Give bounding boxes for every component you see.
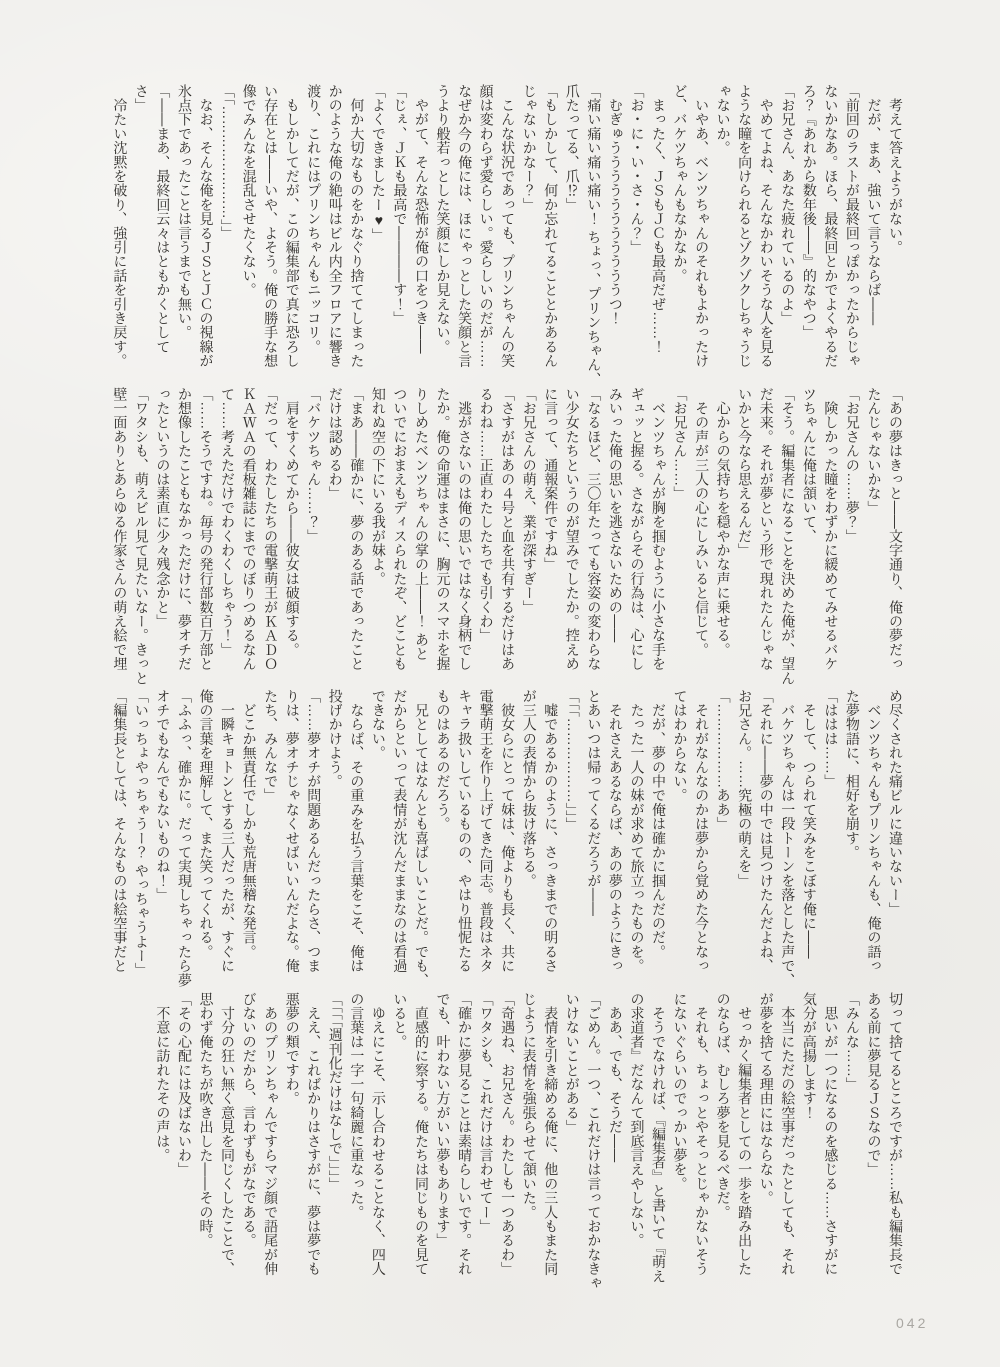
text-line: 「その心配には及ばないわ」 [176,992,193,1177]
text-line: いると。 [392,992,409,1049]
text-line: びないのだから、言わずもがなである。 [241,992,258,1248]
text-line: ろ？『あれから数年後――』的なやつ」 [801,84,818,340]
text-line: 「奇遇ね、お兄さん。わたしも一つあるわ」 [500,992,517,1276]
text-line: どこか無責任でしかも荒唐無稽な発言。 [241,689,258,959]
text-line: かのような俺の絶叫はビル内全フロアに響き [327,84,344,368]
text-line: 不意に訪れたその声は。 [155,992,172,1163]
text-line: ゆえにこそ、示し合わせることなく、四人 [370,992,387,1276]
text-line: 「………………ああ」 [715,689,732,831]
text-line: 「「「………………」」」 [564,689,581,832]
text-line: たった一人の妹が求めて旅立ったものを。 [629,689,646,973]
text-line: こんな状況であっても、プリンちゃんの笑 [500,84,517,368]
text-line: 知れぬ空の下にいる我が妹よ。 [370,387,387,586]
text-line: 寸分の狂い無く意見を同じくしたことで、 [220,992,237,1276]
text-line: だ未来。それが夢という形で現れたんじゃな [758,387,775,671]
text-line: の言葉は一字一句綺麗に重なった。 [349,992,366,1220]
text-line: 「確かに夢見ることは素晴らしいです。それ [457,992,474,1276]
text-line: だが、夢の中で俺は確かに掴んだのだ。 [650,689,667,959]
text-line: 「――まあ、最終回云々はともかくとして [155,84,172,354]
text-line: 「お・に・い・さ・ん？」 [629,84,646,255]
text-line: なお、そんな俺を見るＪＳとＪＣの視線が [198,84,215,368]
text-line: その声が三人の心にしみいると信じて。 [694,387,711,657]
text-band-2 [109,387,906,690]
text-line: 心からの気持ちを穏やかな声に乗せる。 [715,387,732,657]
text-line: りは、夢オチじゃなくせばいいんだよな。俺 [284,689,301,973]
text-line: 「みんな……」 [844,992,861,1092]
text-line: もしかしてだが、この編集部で真に恐ろし [284,84,301,368]
text-line: た夢物語に、相好を崩す。 [844,689,861,860]
text-line: なぜか今の俺には、ほにゃっとした笑顔と言 [457,84,474,368]
text-line: 「じぇ、ＪＫも最高で――――す！」 [392,84,409,326]
text-line: 「まあ――確かに、夢のある話であったこと [349,387,366,671]
text-line: のならば、むしろ夢を見るべきだ。 [715,992,732,1220]
text-band-1 [109,84,906,387]
text-line: 「痛い痛い痛い痛い！ ちょっ、プリンちゃん、 [586,84,603,387]
text-line: 「よくできましたー♥」 [370,84,387,243]
text-line: そうでなければ、『編集者』と書いて『萌え [650,992,667,1284]
text-line: ええ、こればかりはさすがに、夢は夢でも [306,992,323,1276]
text-line: 「編集長としては、そんなものは絵空事だと [112,689,129,973]
text-line: 「バケツちゃん……？」 [306,387,323,544]
text-band-3 [109,689,906,992]
text-line: ある前に夢見るＪＳなので」 [866,992,883,1177]
text-line: お兄さん。……究極の萌えを」 [737,689,754,888]
text-line: が三人の表情から抜け落ちる。 [521,689,538,888]
text-line: まったく、ＪＳもＪＣも最高だぜ……！ [650,84,667,354]
text-line: 氷点下であったことは言うまでも無い。 [176,84,193,340]
text-line: りしめたベンツちゃんの掌の上――！ あと [413,387,430,661]
text-line: 兄としてはなんとも喜ばしいことだ。でも、 [413,689,430,988]
text-line: だが、まあ、強いて言うならば―― [866,84,883,326]
text-line: それがなんなのかは夢から覚めた今となっ [694,689,711,973]
text-line: ＫＡＷＡの看板雑誌にまでのぼりつめるなん [241,387,258,671]
text-line: 「お兄さん……」 [672,387,689,501]
text-line: ったというのは素直に少々残念かと」 [155,387,172,629]
text-line: 電撃萌王を作り上げてきた同志。普段はネタ [478,689,495,973]
text-line: 「いっちょやっちゃうー？ やっちゃうよー」 [133,689,150,978]
text-line: キャラ扱いしているものの、やはり忸怩たる [457,689,474,973]
text-line: ベンツちゃんもプリンちゃんも、俺の語っ [866,689,883,973]
text-line: 投げかけよう。 [327,689,344,789]
text-line: ベンツちゃんが胸を掴むように小さな手を [650,387,667,671]
text-line: に言って、通報案件ですね」 [543,387,560,572]
text-line: さ」 [133,84,150,113]
text-line: 何か大切なものをかなぐり捨ててしまった [349,84,366,368]
text-line: 冷たい沈黙を破り、強引に話を引き戻す。 [112,84,129,368]
text-line: 「もしかして、何か忘れてることとかあるん [543,84,560,368]
text-line: たち、みんなで」 [263,689,280,803]
text-line: 「なるほど、三〇年たっても容姿の変わらな [586,387,603,671]
text-line: 一瞬キョトンとする三人だったが、すぐに [220,689,237,973]
text-line: 「……そうですね。毎号の発行部数百万部と [198,387,215,671]
text-band-4 [152,992,906,1295]
text-line: 「ワタシも、萌えビル見て見たいなー。きっと [133,387,150,686]
text-line: の求道者』だなんて到底言えやしない。 [629,992,646,1248]
text-line: みいった俺の思いを逃さないための―― [607,387,624,643]
text-line: 「「「「週刊化だけはなしで」」」」 [327,992,344,1192]
text-line: 険しかった瞳をわずかに緩めてみせるバケ [823,387,840,671]
page-number: 042 [896,1315,929,1331]
text-line: め尽くされた痛ビルに違いないー」 [888,689,904,917]
text-line: 直感的に察する。俺たちは同じものを見て [413,992,430,1276]
text-line: バケツちゃんは一段トーンを落とした声で、 [780,689,797,988]
text-line: ギュッと握る。さながらその行為は、心にし [629,387,646,671]
text-line: 「あの夢はきっと――文字通り、俺の夢だっ [888,387,904,671]
text-line: 爪たってる、爪⁉」 [564,84,581,212]
text-line: るわね……正直わたしたちでも引くわ」 [478,387,495,643]
text-line: 逃がさないのは俺の思いではなく身柄でし [457,387,474,671]
text-line: てはわからない。 [672,689,689,803]
text-line: たか。俺の命運はまさに、胸元のスマホを握 [435,387,452,671]
text-line: ような瞳を向けられるとゾクゾクしちゃうじ [737,84,754,368]
text-line: 「それに――夢の中では見つけたんだよね、 [758,689,775,973]
text-line: 本当にただの絵空事だったとしても、それ [780,992,797,1276]
text-line: いやあ、ベンツちゃんのそれもよかったけ [694,84,711,368]
text-line: 切って捨てるところですが……私も編集長で [888,992,904,1276]
text-line: ならば、その重みを払う言葉をこそ、俺は [349,689,366,973]
text-line: そして、つられて笑みをこぼす俺に―― [801,689,818,959]
text-line: やがて、そんな恐怖が俺の口をつき―― [413,84,430,354]
text-line: ゃないか。 [715,84,732,155]
text-line: たんじゃないかな」 [866,387,883,515]
text-line: 表情を引き締める俺に、他の三人もまた同 [543,992,560,1276]
text-line: 考えて答えようがない。 [888,84,904,255]
text-line: ないかなあ。ほら、最終回とかでよくやるだ [823,84,840,368]
text-line: 彼女らにとって妹は、俺よりも長く、共に [500,689,517,973]
text-line: 「お兄さんの萌え、業が深すぎー」 [521,387,538,615]
text-line: 顔は変わらず愛らしい。愛らしいのだが…… [478,84,495,368]
text-line: ど、バケツちゃんもなかなか。 [672,84,689,283]
text-line: オチでもなんでもないものね！」 [155,689,172,902]
text-line: 気分が高揚します！ [801,992,818,1120]
text-line: いかと今なら思えるんだ」 [737,387,754,558]
text-line: ツちゃんに俺は頷いて、 [801,387,818,544]
text-line: だけは認めるわ」 [327,387,344,501]
text-line: あのプリンちゃんですらマジ顔で語尾が伸 [263,992,280,1276]
text-line: 俺の言葉を理解して、また笑ってくれる。 [198,689,215,959]
text-line: 悪夢の類ですわ。 [284,992,301,1106]
text-line: 「ワタシも、これだけは言わせてー」 [478,992,495,1234]
text-line: できない。 [370,689,387,760]
text-line: だからといって表情が沈んだままなのは看過 [392,689,409,973]
text-line: 渡り、これにはプリンちゃんもニッコリ。 [306,84,323,354]
text-line: 「前回のラストが最終回っぽかったからじゃ [844,84,861,368]
text-line: 「お兄さん、あなた疲れているのよ」 [780,84,797,326]
text-line: むぎゅうううううううううううつ！ [607,84,624,326]
text-line: せっかく編集者としての一歩を踏み出した [737,992,754,1276]
text-line: 「……夢オチが問題あるんだったらさ、つま [306,689,323,973]
text-line: 「ごめん。一つ、これだけは言っておかなきゃ [586,992,603,1291]
text-line: が夢を捨てる理由にはならない。 [758,992,775,1205]
text-line: 「そう。編集者になることを決めた俺が、望ん [780,387,797,686]
text-line: 思わず俺たちが吹き出した――その時。 [198,992,215,1248]
text-line: いけないことがある」 [564,992,581,1134]
text-line: 「ははは……」 [823,689,840,789]
text-line: い少女たちというのが望みでしたか。控えめ [564,387,581,671]
text-line: やめてよね、そんなかわいそうな人を見る [758,84,775,368]
text-line: それさえあるならば、あの夢のようにきっ [607,689,624,973]
text-line: 壁一面ありとあらゆる作家さんの萌え絵で埋 [112,387,129,671]
text-line: か想像したこともなかっただけに、夢オチだ [176,387,193,671]
text-line: ついでにおまえもディスられたぞ、どことも [392,387,409,671]
text-line: ああ、でも、そうだ―― [607,992,624,1163]
text-line: それも、ちょっとやそっとじゃかないそう [694,992,711,1276]
text-line: 「「……………………」」 [220,84,237,241]
text-line: 肩をすくめてから――彼女は破顔する。 [284,387,301,657]
text-line: にないぐらいのでっかい夢を。 [672,992,689,1191]
text-line: い存在とは――いや、よそう。俺の勝手な想 [263,84,280,368]
text-line: 「さすがはあの４号と血を共有するだけはあ [500,387,517,671]
text-line: 「ふふっ、確かに。だって実現しちゃったら夢 [176,689,193,988]
text-line: 「だって、わたしたちの電撃萌王がＫＡＤＯ [263,387,280,671]
text-line: とあいつは帰ってくるだろうが―― [586,689,603,917]
text-line: でも、叶わない方がいい夢もあります」 [435,992,452,1248]
text-line: 嘘であるかのように、さっきまでの明るさ [543,689,560,973]
text-line: うより般若っとした笑顔にしか見えない。 [435,84,452,354]
text-line: 像でみんなを混乱させたくない。 [241,84,258,297]
text-line: 「お兄さんの……夢？」 [844,387,861,544]
text-line: ものはあるのだろう。 [435,689,452,831]
text-line: 思いが一つになるのを感じる……さすがに [823,992,840,1276]
text-line: じゃないかなー？」 [521,84,538,212]
text-line: て……考えただけでわくわくしちゃう！」 [220,387,237,657]
text-line: じように表情を強張らせて頷いた。 [521,992,538,1220]
